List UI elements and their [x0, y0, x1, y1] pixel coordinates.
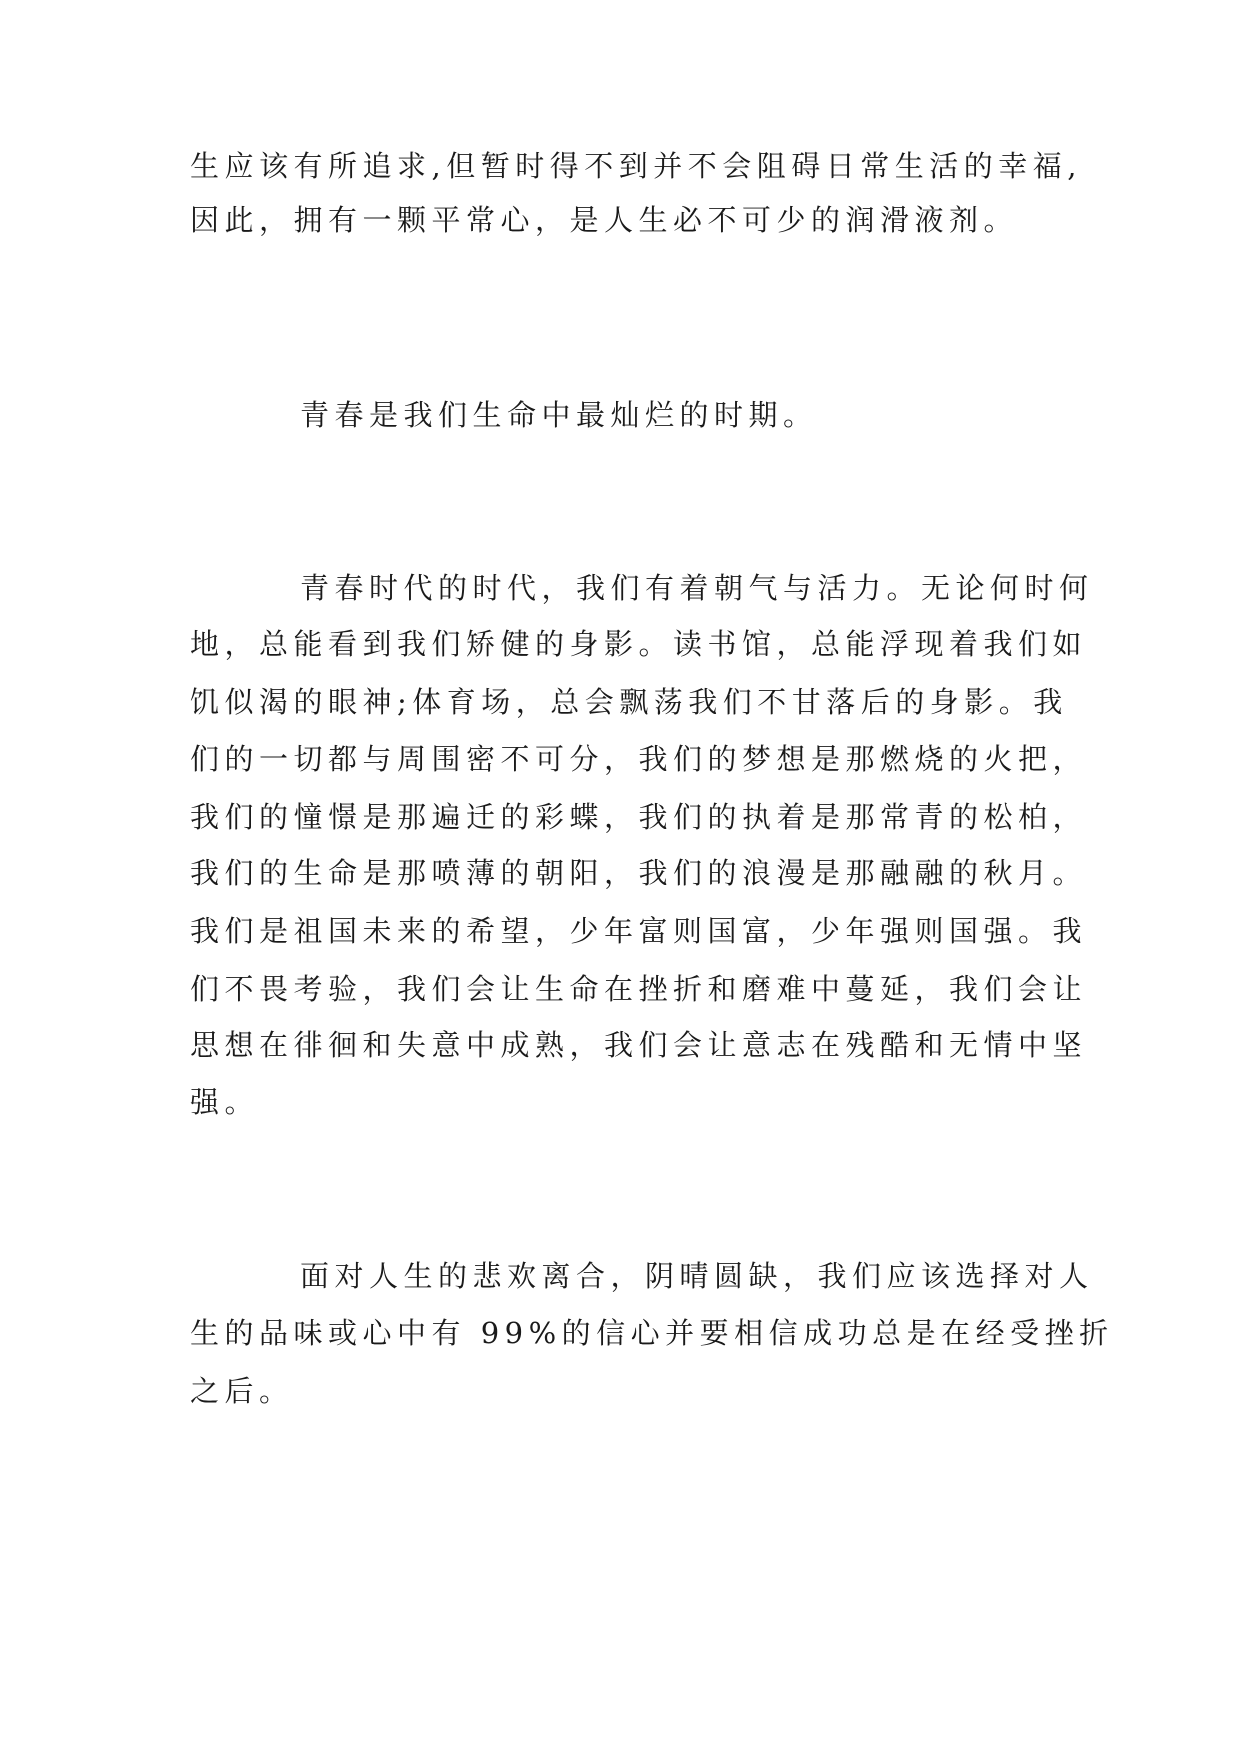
paragraph-3-line-1: 青春时代的时代，我们有着朝气与活力。无论何时何 — [300, 571, 1094, 605]
paragraph-4-line-2: 生的品味或心中有 99%的信心并要相信成功总是在经受挫折 — [190, 1316, 1114, 1350]
paragraph-2-line-1: 青春是我们生命中最灿烂的时期。 — [300, 398, 818, 432]
paragraph-3-line-9: 思想在徘徊和失意中成熟，我们会让意志在残酷和无情中坚 — [190, 1028, 1088, 1062]
paragraph-1-line-1: 生应该有所追求,但暂时得不到并不会阻碍日常生活的幸福, — [190, 149, 1082, 183]
paragraph-3-line-2: 地，总能看到我们矫健的身影。读书馆，总能浮现着我们如 — [190, 627, 1088, 661]
paragraph-1-line-2: 因此，拥有一颗平常心，是人生必不可少的润滑液剂。 — [190, 203, 1019, 237]
paragraph-3-line-7: 我们是祖国未来的希望，少年富则国富，少年强则国强。我 — [190, 914, 1088, 948]
paragraph-3-line-5: 我们的憧憬是那遍迁的彩蝶，我们的执着是那常青的松柏， — [190, 800, 1088, 834]
paragraph-3-line-4: 们的一切都与周围密不可分，我们的梦想是那燃烧的火把， — [190, 742, 1088, 776]
paragraph-4-line-1: 面对人生的悲欢离合，阴晴圆缺，我们应该选择对人 — [300, 1259, 1094, 1293]
paragraph-3-line-10: 强。 — [190, 1085, 260, 1119]
paragraph-4-line-3: 之后。 — [190, 1374, 294, 1408]
paragraph-3-line-6: 我们的生命是那喷薄的朝阳，我们的浪漫是那融融的秋月。 — [190, 856, 1088, 890]
paragraph-3-line-3: 饥似渴的眼神;体育场，总会飘荡我们不甘落后的身影。我 — [190, 685, 1068, 719]
paragraph-3-line-8: 们不畏考验，我们会让生命在挫折和磨难中蔓延，我们会让 — [190, 972, 1088, 1006]
